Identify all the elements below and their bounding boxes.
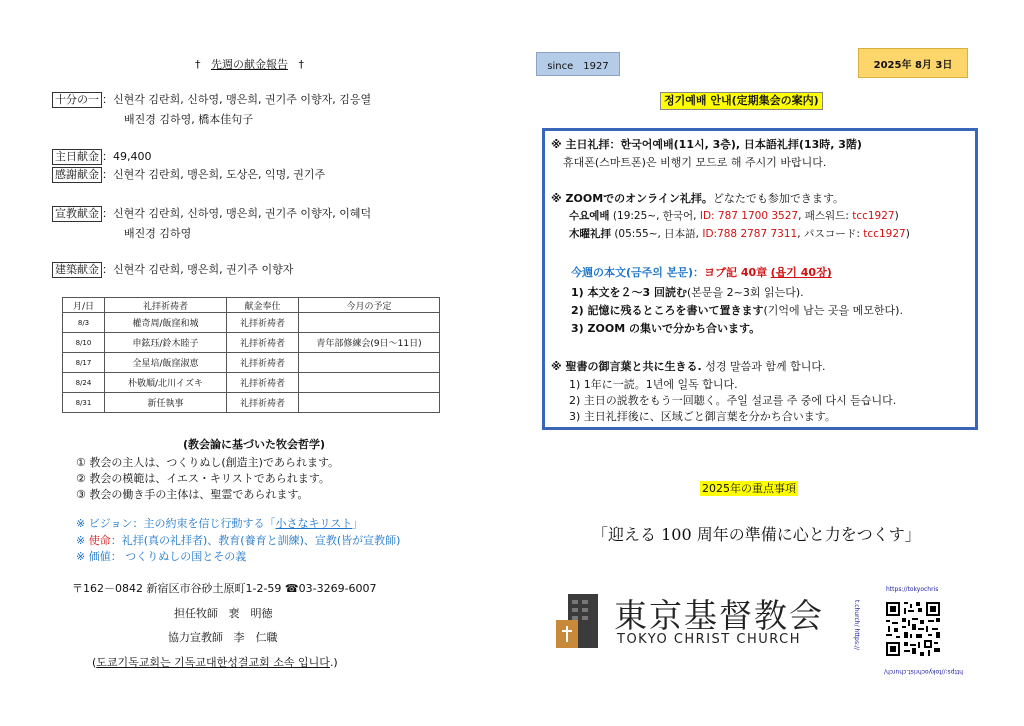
schedule-offering: 礼拝祈祷者 [227, 333, 299, 353]
thursday-time: (05:55~, 日本語, [611, 228, 703, 240]
wednesday-label: 수요예배 [569, 210, 610, 222]
worship-guide-box [542, 128, 978, 430]
vision-emphasis: 小さなキリスト [275, 517, 353, 530]
philosophy-item: ① 教会の主人は、つくりぬし(創造主)であられます。 [76, 456, 340, 469]
schedule-prayer: 全星培/飯窪淑恵 [105, 353, 227, 373]
weekly-text-ref-kr: (욥기 40장) [770, 266, 832, 279]
mission-line [76, 532, 400, 548]
step1-bold: 1) 本文を２～3 回読む [571, 286, 687, 299]
pastor-line [174, 605, 273, 621]
missionary-role: 協力宣教師 [168, 631, 223, 644]
philosophy-title: (教会論に基づいた牧会哲学) [183, 438, 326, 451]
qr-url-bottom: https://tokyochrist.church/ [884, 668, 963, 675]
zoom-intro-bold: ※ ZOOMでのオンライン礼拝。 [551, 192, 713, 205]
schedule-date: 8/31 [63, 393, 105, 413]
living-word-bold: ※ 聖書の御言葉と共に生きる. [551, 360, 702, 373]
affiliation-text: 도쿄기독교회는 기독교대한성결교회 소속 입니다 [96, 656, 330, 669]
schedule-header-offering: 献金奉仕 [227, 298, 299, 313]
affiliation-close: .) [329, 656, 338, 669]
focus-text: 「迎える 100 周年の準備に心と力をつくす」 [592, 525, 921, 544]
reading-step-1 [571, 285, 804, 300]
wednesday-zoom-id: ID: 787 1700 3527 [699, 210, 799, 222]
schedule-header-date: 月/日 [63, 298, 105, 313]
wednesday-time: (19:25~, 한국어, [609, 210, 700, 222]
thanks-offering-label: 感謝献金 [52, 167, 102, 183]
tithe-names-cont: 배진경 김하영, 橋本佳句子 [124, 113, 254, 126]
philosophy-item: ③ 教会の働き手の主体は、聖霊であられます。 [76, 488, 309, 501]
thursday-zoom-id: ID:788 2787 7311 [702, 228, 798, 240]
schedule-prayer: 朴敬順/北川イズキ [105, 373, 227, 393]
schedule-prayer: 權奇周/飯窪和城 [105, 313, 227, 333]
since-badge: since 1927 [536, 52, 620, 76]
cross-icon: † [195, 58, 201, 71]
schedule-plan: 青年部修練会(9日～11日) [299, 333, 440, 353]
weekly-text-label: 今週の本文(금주의 본문)： [571, 266, 705, 279]
table-row [63, 313, 440, 333]
schedule-date: 8/3 [63, 313, 105, 333]
sunday-offering-amount: ：49,400 [102, 150, 152, 163]
table-row [63, 373, 440, 393]
affiliation-note [92, 654, 338, 670]
schedule-plan [299, 393, 440, 413]
thursday-pw-label: , パスコード: [797, 228, 864, 240]
sunday-offering-label: 主日献金 [52, 149, 102, 165]
mission-offering-row [52, 205, 371, 223]
thanks-offering-names: ：신현각 김란희, 맹은희, 도상은, 익명, 권기주 [102, 168, 326, 181]
pastor-role: 担任牧師 [174, 607, 218, 620]
wednesday-pw-label: , 패스워드: [798, 210, 853, 222]
step2-text: (기억에 남는 곳을 메모한다). [763, 304, 903, 317]
mission-offering-label: 宣教献金 [52, 206, 102, 222]
table-row [63, 393, 440, 413]
schedule-header-prayer: 礼拝祈祷者 [105, 298, 227, 313]
wednesday-worship-line [569, 209, 899, 224]
schedule-table [62, 297, 440, 413]
mission-text: ：礼拝(真の礼拝者)、教育(養育と訓練)、宣教(皆が宣教師) [110, 534, 401, 547]
schedule-prayer: 新任執事 [105, 393, 227, 413]
thursday-worship-line [569, 227, 910, 242]
cross-icon: † [298, 58, 304, 71]
building-offering-row [52, 261, 293, 279]
schedule-date: 8/24 [63, 373, 105, 393]
schedule-date: 8/17 [63, 353, 105, 373]
thursday-password: tcc1927 [863, 228, 906, 240]
thursday-label: 木曜礼拝 [569, 228, 611, 240]
schedule-offering: 礼拝祈祷者 [227, 353, 299, 373]
sunday-worship-line: ※ 主日礼拝：한국어예배(11시, 3층), 日本語礼拝(13時, 3階) [551, 138, 862, 151]
tithe-row [52, 91, 371, 109]
focus-title: 2025年の重点事項 [702, 482, 796, 495]
mission-offering-names-cont: 배진경 김하영 [124, 227, 192, 240]
reading-step-3: 3) ZOOM の集いで分かち合います。 [571, 322, 761, 335]
church-name-en: TOKYO CHRIST CHURCH [617, 632, 801, 647]
table-row [63, 353, 440, 373]
tithe-label: 十分の一 [52, 92, 102, 108]
phone-notice: 휴대폰(스마트폰)은 비행기 모드로 해 주시기 바랍니다. [563, 156, 827, 169]
building-offering-label: 建築献金 [52, 262, 102, 278]
living-word-line [551, 359, 825, 374]
schedule-plan [299, 313, 440, 333]
schedule-plan [299, 353, 440, 373]
church-name-jp: 東京基督教会 [614, 596, 824, 635]
schedule-offering: 礼拝祈祷者 [227, 313, 299, 333]
living-word-text: 성경 말씀과 함께 합니다. [701, 360, 826, 373]
building-offering-names: ：신현각 김란희, 맹은희, 권기주 이향자 [102, 263, 294, 276]
mission-offering-names: ：신현각 김란희, 신하영, 맹은희, 권기주 이향자, 이혜덕 [102, 207, 372, 220]
missionary-name: 李 仁職 [233, 631, 278, 644]
vision-prefix: ※ ビジョン：主の約束を信じ行動する「 [76, 517, 276, 530]
affiliation-open: ( [92, 656, 97, 669]
philosophy-item: ② 教会の模範は、イエス・キリストであられます。 [76, 472, 330, 485]
thursday-end: ) [905, 228, 910, 240]
living-word-item: 2) 主日の説教をもう一回聴く。주일 설교를 주 중에 다시 듣습니다. [569, 394, 897, 407]
sunday-offering-row [52, 148, 152, 166]
schedule-date: 8/10 [63, 333, 105, 353]
mission-label: 使命 [88, 534, 111, 547]
pastor-name: 裵 明徳 [228, 607, 273, 620]
qr-code-icon[interactable] [884, 600, 942, 658]
qr-url-side: t.church/ https:// [853, 600, 860, 651]
mission-mark: ※ [76, 534, 89, 547]
schedule-offering: 礼拝祈祷者 [227, 373, 299, 393]
weekly-text-ref: ヨブ記 40章 [704, 266, 768, 279]
step2-bold: 2) 記憶に残るところを書いて置きます [571, 304, 764, 317]
schedule-header-plan: 今月の予定 [299, 298, 440, 313]
date-badge: 2025年 8月 3日 [858, 48, 968, 78]
reading-step-2 [571, 303, 903, 318]
qr-url-top: https://tokyochris [886, 586, 939, 593]
church-address: 〒162－0842 新宿区市谷砂土原町1-2-59 ☎03-3269-6007 [72, 582, 377, 595]
vision-suffix: 」 [352, 517, 364, 530]
missionary-line [168, 629, 278, 645]
weekly-text-line [571, 265, 832, 280]
zoom-intro [551, 191, 844, 206]
zoom-intro-text: どなたでも参加できます。 [712, 192, 844, 205]
report-title-text: 先週の献金報告 [211, 58, 288, 71]
living-word-item: 1) 1年に一読。1년에 일독 합니다. [569, 378, 738, 391]
values-line: ※ 価値： つくりぬしの国とその義 [76, 550, 247, 563]
tithe-names: ：신현각 김란희, 신하영, 맹은희, 권기주 이향자, 김응열 [102, 93, 372, 106]
schedule-header-row [63, 298, 440, 313]
worship-guide-title: 정기예배 안내(定期集会の案内) [660, 92, 823, 110]
offering-report-title [195, 56, 304, 72]
wednesday-end: ) [894, 210, 899, 222]
thanks-offering-row [52, 166, 325, 184]
schedule-plan [299, 373, 440, 393]
step1-text: (본문을 2~3회 읽는다). [687, 286, 804, 299]
living-word-item: 3) 主日礼拝後に、区域ごと御言葉を分かち合います。 [569, 410, 836, 423]
table-row [63, 333, 440, 353]
schedule-prayer: 申鉉珏/鈴木睦子 [105, 333, 227, 353]
vision-line [76, 515, 363, 531]
wednesday-password: tcc1927 [852, 210, 895, 222]
schedule-offering: 礼拝祈祷者 [227, 393, 299, 413]
church-logo-icon [552, 590, 602, 650]
